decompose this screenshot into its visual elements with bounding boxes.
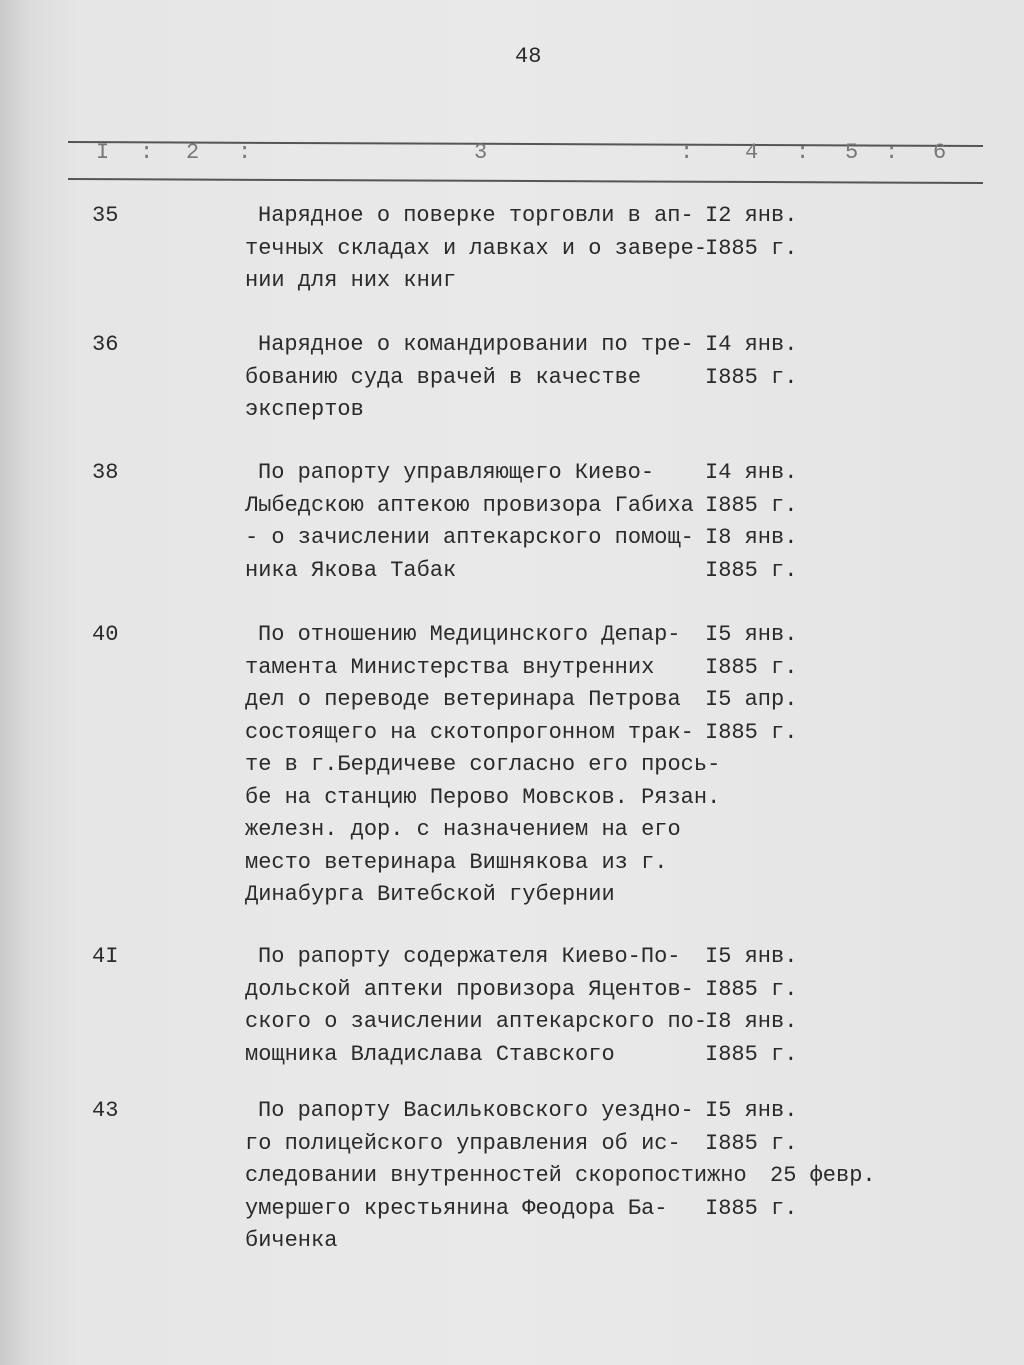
entry-date: I885 г. [705, 719, 798, 745]
entry-line [0, 268, 1024, 301]
entry-line [0, 203, 1024, 236]
entry-line [0, 460, 1024, 493]
entry-line [0, 365, 1024, 398]
entry-date: I8 янв. [705, 525, 798, 550]
entry-title-text: тамента Министерства внутренних [245, 654, 655, 680]
entry-line [0, 1131, 1024, 1164]
entry-title-text: следовании внутренностей скоропостижно [245, 1163, 747, 1188]
header-sep: : [680, 140, 694, 165]
header-sep: : [140, 140, 154, 165]
entry-title-text: По отношению Медицинского Депар- [258, 622, 681, 647]
entry-date: I885 г. [705, 1195, 798, 1221]
entry-title-text: биченка [245, 1228, 338, 1253]
header-sep: : [885, 140, 899, 165]
inventory-entry [0, 203, 1024, 301]
entry-date: I4 янв. [705, 332, 798, 357]
entry-title-text: железн. дор. с назначением на его [245, 817, 681, 842]
entry-line [0, 687, 1024, 720]
entry-line [0, 236, 1024, 269]
header-col-3: 3 [474, 140, 488, 165]
entry-title-text: нии для них книг [245, 268, 457, 293]
entry-date: I885 г. [705, 976, 798, 1002]
header-sep: : [238, 140, 252, 165]
entry-date: I8 янв. [705, 1009, 798, 1034]
entry-date: I885 г. [705, 654, 798, 680]
page-number: 48 [515, 44, 542, 69]
entry-date: I885 г. [705, 364, 798, 390]
entry-date: I5 апр. [705, 687, 798, 712]
entry-date: I885 г. [705, 557, 798, 583]
entry-date: I4 янв. [705, 460, 798, 485]
entry-number: 35 [92, 203, 119, 228]
header-col-6: 6 [933, 140, 947, 165]
entry-date: I5 янв. [705, 944, 798, 969]
entry-line [0, 622, 1024, 655]
entry-number: 40 [92, 622, 119, 647]
entry-line [0, 493, 1024, 526]
entry-title-text: По рапорту Васильковского уездно- [258, 1098, 694, 1123]
inventory-entry [0, 944, 1024, 1074]
inventory-entry [0, 460, 1024, 590]
entry-line [0, 850, 1024, 883]
entry-title-text: го полицейского управления об ис- [245, 1130, 681, 1156]
entry-line [0, 1009, 1024, 1042]
entry-line [0, 1042, 1024, 1075]
entry-title-text: умершего крестьянина Феодора Ба- [245, 1195, 668, 1221]
header-col-1: I [96, 140, 110, 165]
entry-line [0, 1228, 1024, 1261]
header-sep: : [796, 140, 810, 165]
entry-title-text: Нарядное о поверке торговли в ап- [258, 203, 694, 228]
entry-title-text: те в г.Бердичеве согласно его прось- [245, 752, 721, 777]
entry-title-text: дел о переводе ветеринара Петрова [245, 687, 681, 712]
entry-line [0, 1163, 1024, 1196]
entry-line [0, 944, 1024, 977]
entry-date: I5 янв. [705, 622, 798, 647]
entry-title-text: Лыбедскою аптекою провизора Габиха [245, 492, 694, 518]
entry-line [0, 525, 1024, 558]
entry-title-text: бованию суда врачей в качестве [245, 364, 642, 390]
inventory-entry [0, 332, 1024, 430]
entry-title-text: течных складах и лавках и о завере- [245, 235, 708, 261]
entry-title-text: ника Якова Табак [245, 557, 457, 583]
inventory-entry [0, 1098, 1024, 1261]
entry-line [0, 785, 1024, 818]
entry-date: 25 февр. [770, 1163, 876, 1188]
entry-title-text: Нарядное о командировании по тре- [258, 332, 694, 357]
entry-title-text: экспертов [245, 397, 364, 422]
inventory-entry [0, 622, 1024, 915]
entry-number: 4I [92, 944, 119, 969]
entry-title-text: - о зачислении аптекарского помощ- [245, 525, 694, 550]
entry-date: I5 янв. [705, 1098, 798, 1123]
header-bottom-rule [68, 178, 983, 184]
entry-line [0, 720, 1024, 753]
entry-title-text: По рапорту управляющего Киево- [258, 460, 655, 485]
entry-number: 36 [92, 332, 119, 357]
entry-number: 38 [92, 460, 119, 485]
entry-date: I885 г. [705, 235, 798, 261]
header-col-4: 4 [745, 140, 759, 165]
entry-title-text: состоящего на скотопрогонном трак- [245, 719, 694, 745]
entry-title-text: Динабурга Витебской губернии [245, 882, 615, 907]
entry-line [0, 817, 1024, 850]
entry-date: I885 г. [705, 1041, 798, 1067]
entry-line [0, 655, 1024, 688]
entry-line [0, 558, 1024, 591]
entry-line [0, 1098, 1024, 1131]
entry-title-text: дольской аптеки провизора Яцентов- [245, 976, 694, 1002]
entry-line [0, 752, 1024, 785]
entry-line [0, 882, 1024, 915]
entry-line [0, 332, 1024, 365]
entry-line [0, 397, 1024, 430]
entry-date: I2 янв. [705, 203, 798, 228]
entry-date: I885 г. [705, 1130, 798, 1156]
entry-date: I885 г. [705, 492, 798, 518]
entry-title-text: бе на станцию Перово Мовсков. Рязан. [245, 784, 721, 810]
entry-title-text: ского о зачислении аптекарского по- [245, 1009, 708, 1034]
header-col-2: 2 [186, 140, 200, 165]
header-col-5: 5 [845, 140, 859, 165]
entry-number: 43 [92, 1098, 119, 1123]
entry-title-text: По рапорту содержателя Киево-По- [258, 944, 681, 969]
entry-title-text: мощника Владислава Ставского [245, 1041, 615, 1067]
entry-line [0, 977, 1024, 1010]
entry-line [0, 1196, 1024, 1229]
entry-title-text: место ветеринара Вишнякова из г. [245, 849, 668, 875]
